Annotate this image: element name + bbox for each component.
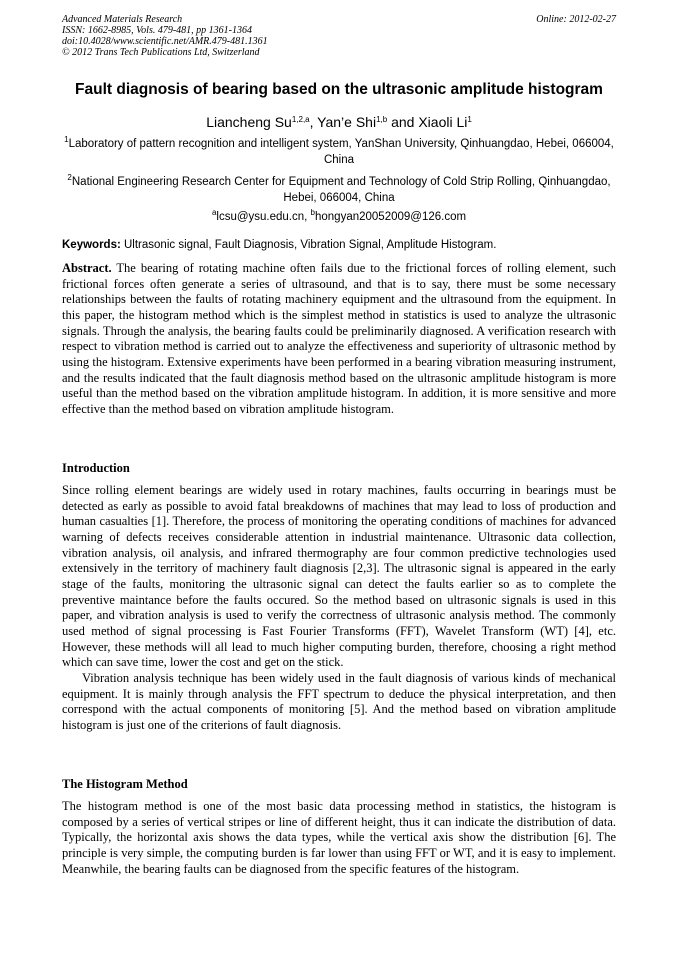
paragraph: The histogram method is one of the most basic data processing method in statistics, the histogram is composed by a series of vertical stripes or line of different height, thus it can indicate the distribution of data. Typically, the horizontal axis shows the data types, while the vertical axis show the distribution [6]. The principle is very simple, the computing burden is far lower than using FFT or WT, and it is easy to implement. Meanwhile, the bearing faults can be diagnosed from the specific features of the histogram.: [62, 799, 616, 876]
author-list: [40, 112, 638, 132]
email-separator: ,: [304, 211, 311, 223]
copyright-line: © 2012 Trans Tech Publications Ltd, Switzerland: [62, 47, 260, 58]
section-heading-histogram-method: The Histogram Method: [62, 777, 188, 791]
author-name: Liancheng Su: [206, 114, 292, 130]
author-separator: and: [387, 114, 419, 130]
email-link[interactable]: lcsu@ysu.edu.cn: [216, 211, 305, 223]
affiliation-1: [62, 137, 616, 168]
author-name: Yan’e Shi: [317, 114, 377, 130]
email-mark: b: [310, 208, 315, 217]
author-emails: [62, 210, 616, 226]
affiliation-text: National Engineering Research Center for Equipment and Technology of Cold Strip Rolling, Qinhuangdao, Hebei, 066004, China: [71, 176, 611, 204]
author-affiliation-mark: 1,2,a: [291, 115, 310, 124]
keywords-label: Keywords:: [62, 239, 121, 251]
journal-header: [62, 14, 616, 58]
section-heading-introduction: Introduction: [62, 461, 130, 475]
histogram-method-body: [62, 799, 616, 877]
keywords: [62, 238, 616, 253]
paragraph: Since rolling element bearings are widely used in rotary machines, faults occurring in bearings must be detected as early as possible to avoid fatal breakdowns of machines that may lead to loss of production and human casualties [1]. Therefore, the process of monitoring the operating conditions of machines for advanced warning of defects receives considerable attention in industrial maintenance. Ultrasonic data collection, vibration analysis, oil analysis, and infrared thermography are four common predictive technologies used extensively in the territory of machinery fault diagnosis [2,3]. The ultrasonic signal is appeared in the early stage of the faults, monitoring the ultrasonic signal can detect the faults earlier so as to complete the preventive maintance before the faults occured. So the method based on ultrasonic signals is used in this paper, and vibration analysis is used to verify the correctness of ultrasonic analysis method. The commonly used method of signal processing is Fast Fourier Transforms (FFT), Wavelet Transform (WT) [4], etc. However, these methods will all lead to much higher computing burden, therefore, choosing a right method which can save time, lower the cost and get on the stick.: [62, 483, 616, 670]
keywords-text: Ultrasonic signal, Fault Diagnosis, Vibration Signal, Amplitude Histogram.: [120, 239, 497, 251]
issn-line: ISSN: 1662-8985, Vols. 479-481, pp 1361-1364: [62, 25, 252, 36]
affiliation-text: Laboratory of pattern recognition and intelligent system, YanShan University, Qinhuangdao, Hebei, 066004, China: [68, 138, 614, 166]
email-link[interactable]: hongyan20052009@126.com: [314, 211, 467, 223]
paper-title: Fault diagnosis of bearing based on the ultrasonic amplitude histogram: [75, 81, 603, 98]
abstract: [62, 261, 616, 418]
affiliation-mark: 2: [67, 173, 72, 182]
paragraph: Vibration analysis technique has been widely used in the fault diagnosis of various kinds of mechanical equipment. It is mainly through analysis the FFT spectrum to deduce the physical interpretation, and then correspond with the actual components of monitoring [5]. And the method based on vibration amplitude histogram is just one of the criterions of fault diagnosis.: [62, 670, 616, 732]
abstract-text: The bearing of rotating machine often fails due to the frictional forces of rolling element, such frictional forces often generate a series of ultrasound, and that is to say, there must be some necessary relationships between the faults of rotating machinery equipment and the ultrasound from the equipment. In this paper, the histogram method which is the simplest method in statistics is used to analyze the ultrasonic signals. Through the analysis, the bearing faults could be preliminarily diagnosed. A verification research with respect to vibration method is carried out to analyze the effectiveness and superiority of ultrasonic method by using the histogram. Extensive experiments have been performed in a bearing vibration measuring instrument, and the results indicated that the fault diagnosis method based on the ultrasonic amplitude histogram is more useful than the method based on the vibration amplitude histogram. In addition, it is more sensitive and more effective than the method based on vibration amplitude histogram.: [62, 261, 616, 416]
abstract-label: Abstract.: [62, 261, 112, 275]
journal-name: Advanced Materials Research: [62, 14, 183, 25]
online-date: Online: 2012-02-27: [536, 14, 616, 25]
author-name: Xiaoli Li: [418, 114, 468, 130]
email-mark: a: [211, 208, 217, 217]
author-separator: ,: [309, 114, 318, 130]
doi-line: doi:10.4028/www.scientific.net/AMR.479-481.1361: [62, 36, 268, 47]
affiliation-mark: 1: [64, 135, 69, 144]
author-affiliation-mark: 1,b: [376, 115, 388, 124]
introduction-body: [62, 483, 616, 734]
author-affiliation-mark: 1: [467, 115, 472, 124]
affiliation-2: [62, 175, 616, 206]
